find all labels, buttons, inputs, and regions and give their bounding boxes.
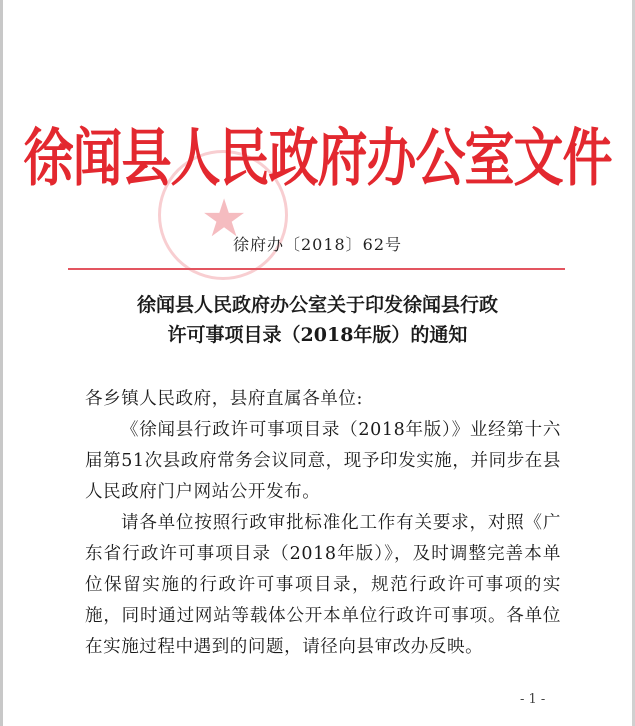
document-body	[85, 384, 561, 663]
body-paragraph-1: 《徐闻县行政许可事项目录（2018年版）》业经第十六届第51次县政府常务会议同意，现予印发实施，并同步在县人民政府门户网站公开发布。	[85, 420, 561, 502]
document-number: 徐府办〔2018〕62号	[232, 235, 403, 254]
page-edge-left	[0, 0, 3, 726]
red-divider	[68, 268, 565, 270]
title-line-2: 许可事项目录（2018年版）的通知	[167, 324, 468, 346]
page-number: - 1 -	[520, 692, 546, 707]
title-line-1: 徐闻县人民政府办公室关于印发徐闻县行政	[136, 294, 498, 316]
salutation: 各乡镇人民政府，县府直属各单位:	[85, 389, 363, 409]
star-icon: ★	[200, 189, 248, 249]
issuer-header: 徐闻县人民政府办公室文件	[23, 120, 612, 195]
body-paragraph-2: 请各单位按照行政审批标准化工作有关要求，对照《广东省行政许可事项目录（2018年版）》，及时调整完善本单位保留实施的行政许可事项目录，规范行政许可事项的实施，同时通过网站等载体公开本单位行政许可事项。各单位在实施过程中遇到的问题，请径向县审改办反映。	[85, 513, 561, 657]
document-title	[0, 290, 635, 350]
